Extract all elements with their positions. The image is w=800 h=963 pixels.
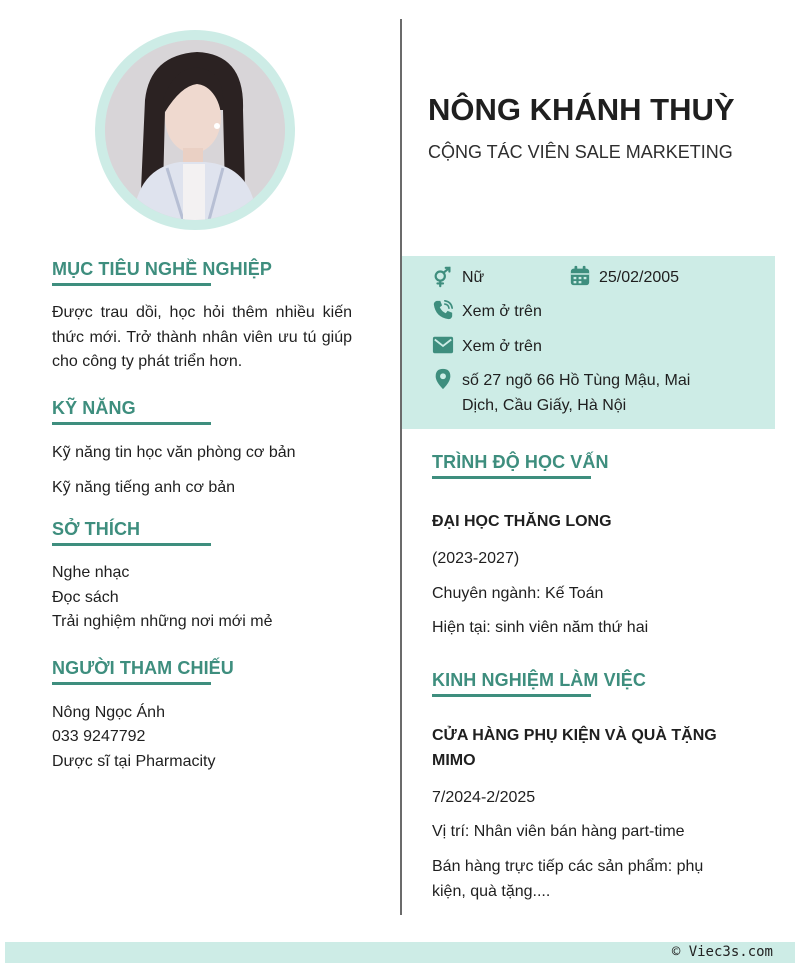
hobbies-title: SỞ THÍCH — [52, 519, 141, 539]
reference-title: NGƯỜI THAM CHIẾU — [52, 658, 234, 678]
gender-value: Nữ — [462, 269, 485, 286]
skills-title: KỸ NĂNG — [52, 398, 136, 418]
experience-desc-line-2: kiện, quà tặng.... — [432, 883, 551, 900]
gender-icon — [432, 266, 454, 288]
birthday-value: 25/02/2005 — [599, 269, 680, 286]
reference-job: Dược sĩ tại Pharmacity — [52, 753, 216, 770]
reference-underline — [52, 682, 211, 685]
reference-phone: 033 9247792 — [52, 728, 146, 745]
experience-period: 7/2024-2/2025 — [432, 789, 536, 806]
hobby-item: Đọc sách — [52, 589, 119, 606]
skill-item: Kỹ năng tin học văn phòng cơ bản — [52, 444, 296, 461]
skills-underline — [52, 422, 211, 425]
experience-title: KINH NGHIỆM LÀM VIỆC — [432, 670, 647, 690]
education-status: Hiện tại: sinh viên năm thứ hai — [432, 619, 649, 636]
experience-position: Vị trí: Nhân viên bán hàng part-time — [432, 823, 685, 840]
footer-credit[interactable]: © Viec3s.com — [671, 944, 773, 960]
objective-underline — [52, 283, 211, 286]
calendar-icon — [569, 265, 591, 287]
objective-text: Được trau dồi, học hỏi thêm nhiều kiến thức mới. Trở thành nhân viên ưu tú giúp cho công ty phát triển hơn. — [52, 304, 352, 370]
company-name-line-1: CỬA HÀNG PHỤ KIỆN VÀ QUÀ TẶNG — [432, 727, 717, 744]
hobbies-underline — [52, 543, 211, 546]
education-period: (2023-2027) — [432, 550, 520, 567]
experience-desc-line-1: Bán hàng trực tiếp các sản phẩm: phụ — [432, 858, 704, 875]
objective-title: MỤC TIÊU NGHỀ NGHIỆP — [52, 259, 273, 279]
full-name: NÔNG KHÁNH THUỲ — [428, 92, 735, 127]
hobby-item: Nghe nhạc — [52, 564, 130, 581]
avatar — [105, 40, 285, 220]
column-divider — [400, 19, 402, 915]
school-name: ĐẠI HỌC THĂNG LONG — [432, 513, 612, 530]
email-icon — [432, 334, 454, 356]
footer-bar — [5, 942, 795, 963]
skill-item: Kỹ năng tiếng anh cơ bản — [52, 479, 236, 496]
address-line-1: số 27 ngõ 66 Hồ Tùng Mậu, Mai — [462, 372, 691, 389]
reference-name: Nông Ngọc Ánh — [52, 704, 165, 721]
company-name-line-2: MIMO — [432, 752, 476, 769]
education-underline — [432, 476, 591, 479]
education-title: TRÌNH ĐỘ HỌC VẤN — [432, 452, 609, 472]
experience-underline — [432, 694, 591, 697]
phone-value: Xem ở trên — [462, 303, 542, 320]
phone-icon — [432, 299, 454, 321]
email-value: Xem ở trên — [462, 338, 542, 355]
job-title: CỘNG TÁC VIÊN SALE MARKETING — [428, 142, 733, 162]
education-major: Chuyên ngành: Kế Toán — [432, 585, 604, 602]
address-line-2: Dịch, Cầu Giấy, Hà Nội — [462, 397, 627, 414]
location-icon — [432, 368, 454, 390]
hobby-item: Trải nghiệm những nơi mới mẻ — [52, 613, 273, 630]
